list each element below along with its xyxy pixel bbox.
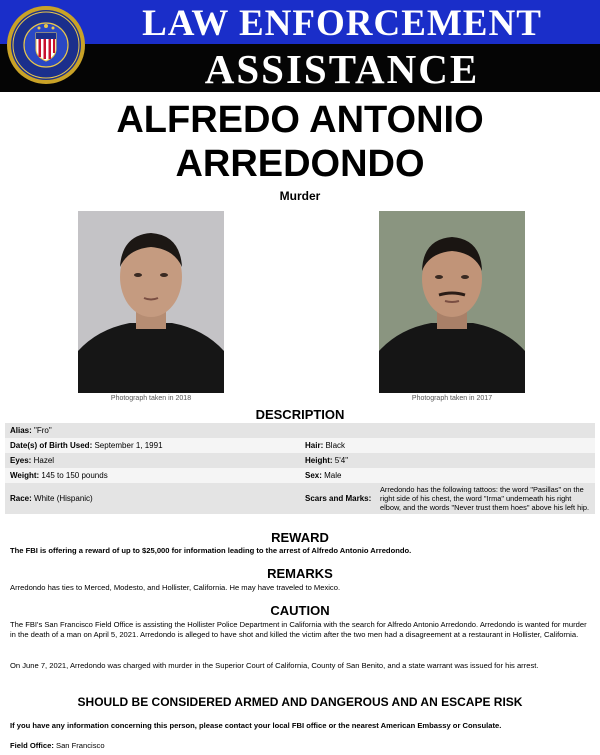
caution-paragraph-1: The FBI's San Francisco Field Office is assisting the Hollister Police Department in California with the search for Alfredo Antonio Arredondo. Arredondo is wanted for murder in the death of a man on April 5, 2021. Arredondo is alleged to have shot and killed the victim after the two men had a disagreement at a restaurant in Hollister, California. <box>10 620 587 639</box>
alias-value: "Fro" <box>34 426 52 435</box>
header-banner <box>0 0 600 92</box>
remarks-text: Arredondo has ties to Merced, Modesto, and Hollister, California. He may have traveled to Mexico. <box>10 583 341 592</box>
table-row <box>5 438 595 453</box>
race-label: Race: <box>10 494 32 503</box>
dob-value: September 1, 1991 <box>94 441 163 450</box>
height-value: 5'4" <box>334 456 349 465</box>
mugshot-photo-2018 <box>78 211 224 393</box>
hair-value: Black <box>325 441 346 450</box>
hair-label: Hair: <box>305 441 324 450</box>
weight-label: Weight: <box>10 471 40 480</box>
race-value: White (Hispanic) <box>34 494 93 503</box>
dob-label: Date(s) of Birth Used: <box>10 441 93 450</box>
reward-text: The FBI is offering a reward of up to $25,000 for information leading to the arrest of Alfredo Antonio Arredondo. <box>10 546 412 555</box>
sex-value: Male <box>324 471 342 480</box>
field-office <box>10 741 590 751</box>
scars-value: Arredondo has the following tattoos: the word "Pasillas" on the right side of his chest, the word "Irma" underneath his right elbow, and the words "Never trust them hoes" above his left hip. <box>380 485 590 512</box>
description-heading: DESCRIPTION <box>255 407 345 422</box>
crime-label: Murder <box>279 189 321 203</box>
banner-title-line2: ASSISTANCE <box>204 46 480 92</box>
scars-label: Scars and Marks: <box>305 494 372 503</box>
subject-name-line1: ALFREDO ANTONIO <box>116 99 484 141</box>
table-row <box>5 483 595 514</box>
contact-text: If you have any information concerning this person, please contact your local FBI office or the nearest American Embassy or Consulate. <box>10 721 502 730</box>
reward-heading: REWARD <box>271 530 329 545</box>
field-office-label: Field Office: <box>10 741 54 750</box>
caution-paragraph-2: On June 7, 2021, Arredondo was charged with murder in the Superior Court of California, County of San Benito, and a state warrant was issued for his arrest. <box>10 661 539 670</box>
table-row <box>5 423 595 438</box>
table-row <box>5 453 595 468</box>
eyes-label: Eyes: <box>10 456 32 465</box>
alias-label: Alias: <box>10 426 32 435</box>
fbi-seal-icon <box>6 5 86 85</box>
mugshot-photo-2017 <box>379 211 525 393</box>
armed-dangerous-warning: SHOULD BE CONSIDERED ARMED AND DANGEROUS AND AN ESCAPE RISK <box>77 695 523 709</box>
description-table <box>5 423 595 514</box>
photo-caption-2018: Photograph taken in 2018 <box>110 395 192 402</box>
remarks-heading: REMARKS <box>267 566 333 581</box>
height-label: Height: <box>305 456 333 465</box>
eyes-value: Hazel <box>33 456 55 465</box>
table-row <box>5 468 595 483</box>
field-office-value: San Francisco <box>56 741 105 750</box>
photo-caption-2017: Photograph taken in 2017 <box>411 395 493 402</box>
caution-heading: CAUTION <box>270 603 330 618</box>
banner-title-line1: LAW ENFORCEMENT <box>142 3 542 44</box>
subject-name <box>0 98 600 186</box>
weight-value: 145 to 150 pounds <box>41 471 108 480</box>
sex-label: Sex: <box>305 471 322 480</box>
subject-name-line2: ARREDONDO <box>175 143 425 185</box>
